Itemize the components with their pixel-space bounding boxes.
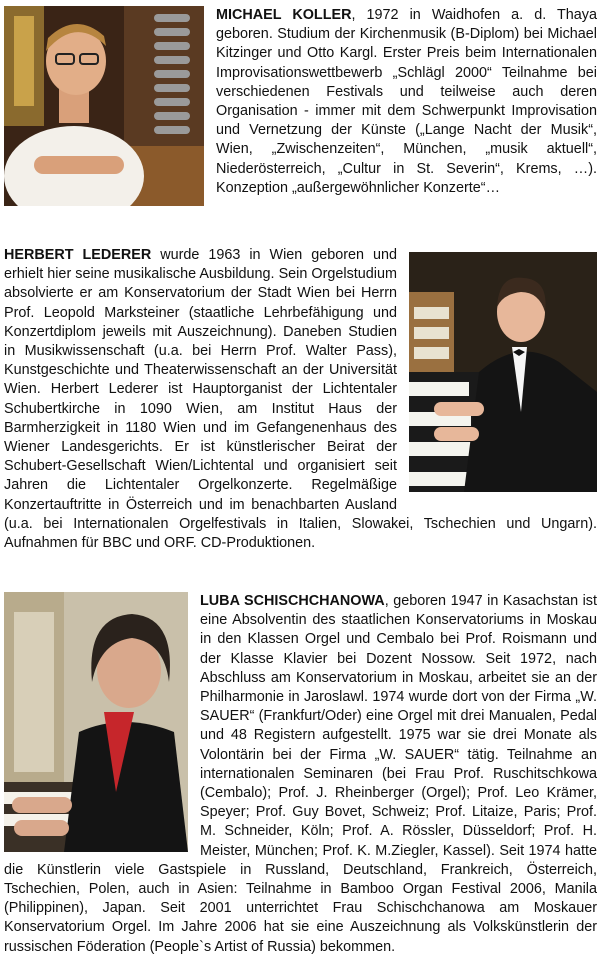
bio-text: wurde 1963 in Wien geboren und erhielt hier seine musikalische Ausbildung. Sein Orgelstudium absolvierte er am Konservatorium der Stadt Wien bei Herrn Prof. Leopold Marksteiner (staatliche Lehrbefähigung und Konzertdiplom jeweils mit Auszeichnung). Daneben Studien in Musikwissenschaft (u.a. bei Herrn Prof. Walter Pass), Kunstgeschichte und Theaterwissenschaft an der Universität Wien. Herbert Lederer ist Hauptorganist der Lichtentaler Schubertkirche in 1090 Wien, am Institut Haus der Barmherzigkeit in 1180 Wien und im Gefangenenhaus des Wiener Landesgerichts. Er ist künstlerischer Beirat der Schubert-Gesellschaft Wien/Lichtental und organisiert seit Jahren die Lichtentaler Orgelkonzerte. Regelmäßige Konzertauftritte in Österreich und im benachbarten Ausland (u.a. bei Internationalen Orgelfestivals in Italien, Slowakei, Tschechien und Ungarn). Aufnahmen für BBC und ORF. CD-Produktionen. bbox=[4, 247, 597, 552]
bio-text: , 1972 in Waidhofen a. d. Thaya geboren. Studium der Kirchenmusik (B-Diplom) bei Michael Kitzinger und Otto Kargl. Erster Preis beim Internationalen Improvisationswettbewerb „Schlägl 2000“ Teilnahme bei verschiedenen Festivals und teilweise auch deren Organisation - immer mit dem Schwerpunkt Improvisation und Vernetzung der Künste („Lange Nacht der Musik“, Wien, „Zwischenzeiten“, München, „musik aktuell“, Niederösterreich, „Cultur in St. Severin“, Krems, …). Konzeption „außergewöhnlicher Konzerte“… bbox=[216, 7, 597, 196]
bio-text: , geboren 1947 in Kasachstan ist eine Absolventin des staatlichen Konservatoriums in Moskau in den Klassen Orgel und Cembalo bei Prof. Roismann und der Klasse Klavier bei Dozent Nossow. Seit 1972, nach Abschluss am Konservatorium in Moskau, arbeitet sie an der Philharmonie in Jaroslawl. 1974 wurde dort von der Firma „W. SAUER“ (Frankfurt/Oder) eine Orgel mit drei Manualen, Pedal und 48 Registern aufgestellt. 1975 war sie drei Monate als Volontärin bei der Firma „W. SAUER“ tätig. Teilnahme an internationalen Seminaren (bei Frau Prof. Ruschitschkowa (Cembalo); Prof. J. Rheinberger (Orgel); Prof. Leo Krämer, Speyer; Prof. Guy Bovet, Schweiz; Prof. Litaize, Paris; Prof. M. Schneider, Köln; Prof. A. Rössler, Düsseldorf; Prof. H. Meister, München; Prof. K. M.Ziegler, Kassel). Seit 1974 hatte die Künstlerin viele Gastspiele in Russland, Deutschland, Frankreich, Österreich, Tschechien, Polen, auch in Asien: Teilnahme in Bamboo Organ Festival 2006, Manila (Philippinen), Japan. Seit 2001 unterrichtet Frau Schischchanowa am Moskauer Konservatorium Orgel. Im Jahre 2006 hat sie eine Auszeichnung als Volkskünstlerin der russischen Föderation (People`s Artist of Russia) bekommen. bbox=[4, 593, 598, 955]
photo-herbert-lederer bbox=[409, 252, 597, 492]
bio-luba-schischchanowa bbox=[4, 592, 597, 957]
bio-michael-koller bbox=[4, 6, 597, 210]
bio-name: HERBERT LEDERER bbox=[4, 247, 152, 263]
photo-luba-schischchanowa bbox=[4, 592, 188, 852]
bio-name: LUBA SCHISCHCHANOWA bbox=[200, 593, 385, 609]
bio-herbert-lederer bbox=[4, 246, 597, 553]
photo-michael-koller bbox=[4, 6, 204, 206]
bio-name: MICHAEL KOLLER bbox=[216, 7, 352, 23]
